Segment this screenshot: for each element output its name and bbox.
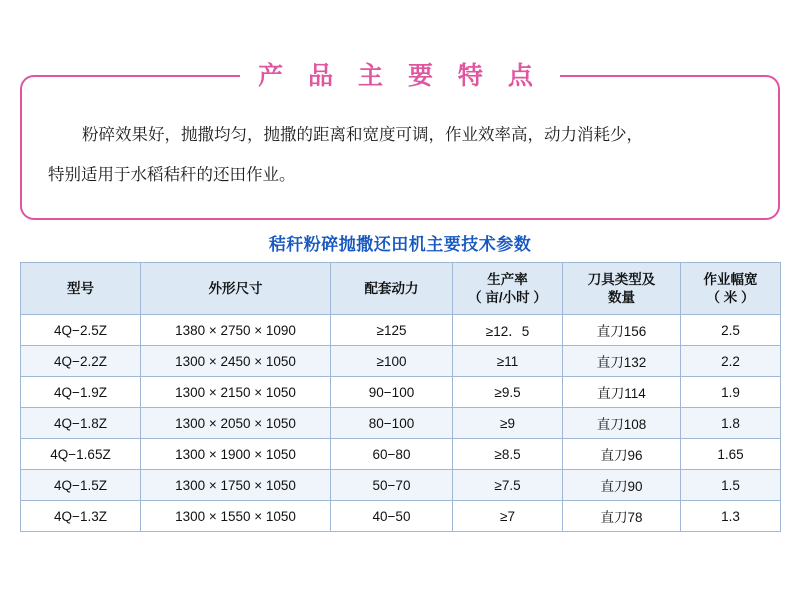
cell-power: 50−70 [331, 470, 453, 501]
product-features-line-1 [48, 115, 752, 155]
table-row [21, 408, 781, 439]
cell-productivity: ≥9.5 [453, 377, 563, 408]
cell-power: 90−100 [331, 377, 453, 408]
cell-model: 4Q−1.9Z [21, 377, 141, 408]
table-row [21, 346, 781, 377]
column-header-dimensions [141, 263, 331, 315]
cell-blade: 直刀132 [563, 346, 681, 377]
spec-table-head [21, 263, 781, 315]
column-header-blade [563, 263, 681, 315]
cell-width: 1.3 [681, 501, 781, 532]
cell-power: ≥125 [331, 315, 453, 346]
table-row [21, 377, 781, 408]
cell-productivity: ≥11 [453, 346, 563, 377]
column-header-width-line1: 作业幅宽 [703, 271, 758, 287]
spec-table-body [21, 315, 781, 532]
cell-dimensions: 1380 × 2750 × 1090 [141, 315, 331, 346]
cell-width: 2.5 [681, 315, 781, 346]
spec-table-container [20, 262, 780, 532]
cell-power: ≥100 [331, 346, 453, 377]
cell-productivity: ≥9 [453, 408, 563, 439]
cell-model: 4Q−1.65Z [21, 439, 141, 470]
product-features-title-row [22, 59, 778, 93]
product-features-text [48, 115, 752, 195]
cell-dimensions: 1300 × 1750 × 1050 [141, 470, 331, 501]
cell-dimensions: 1300 × 1900 × 1050 [141, 439, 331, 470]
cell-blade: 直刀156 [563, 315, 681, 346]
cell-blade: 直刀114 [563, 377, 681, 408]
cell-productivity: ≥7.5 [453, 470, 563, 501]
spec-table [20, 262, 781, 532]
cell-model: 4Q−1.5Z [21, 470, 141, 501]
column-header-power [331, 263, 453, 315]
cell-width: 1.9 [681, 377, 781, 408]
cell-blade: 直刀108 [563, 408, 681, 439]
column-header-productivity-line2: （ 亩/小时 ） [468, 289, 547, 305]
column-header-width [681, 263, 781, 315]
table-row [21, 501, 781, 532]
cell-dimensions: 1300 × 2150 × 1050 [141, 377, 331, 408]
cell-productivity: ≥12．5 [453, 315, 563, 346]
cell-model: 4Q−1.3Z [21, 501, 141, 532]
table-row [21, 470, 781, 501]
spec-table-heading: 秸秆粉碎抛撒还田机主要技术参数 [268, 235, 532, 254]
product-features-line-2-text: 特别适用于水稻秸秆的还田作业。 [48, 166, 296, 184]
cell-dimensions: 1300 × 2050 × 1050 [141, 408, 331, 439]
product-features-line-2 [48, 155, 752, 195]
cell-width: 2.2 [681, 346, 781, 377]
column-header-model-line1: 型号 [67, 280, 94, 296]
cell-blade: 直刀78 [563, 501, 681, 532]
cell-power: 60−80 [331, 439, 453, 470]
product-features-line-1-text: 粉碎效果好，抛撒均匀，抛撒的距离和宽度可调，作业效率高，动力消耗少， [82, 126, 643, 144]
cell-width: 1.65 [681, 439, 781, 470]
table-row [21, 315, 781, 346]
column-header-blade-line2: 数量 [608, 289, 635, 305]
product-features-panel [20, 62, 780, 220]
table-row [21, 439, 781, 470]
title-rule-right [560, 75, 710, 77]
spec-table-header-row [21, 263, 781, 315]
cell-width: 1.5 [681, 470, 781, 501]
column-header-dimensions-line1: 外形尺寸 [208, 280, 263, 296]
cell-blade: 直刀90 [563, 470, 681, 501]
cell-productivity: ≥8.5 [453, 439, 563, 470]
column-header-productivity [453, 263, 563, 315]
cell-blade: 直刀96 [563, 439, 681, 470]
product-features-title: 产 品 主 要 特 点 [240, 59, 560, 93]
cell-power: 80−100 [331, 408, 453, 439]
column-header-productivity-line1: 生产率 [487, 271, 528, 287]
cell-width: 1.8 [681, 408, 781, 439]
cell-dimensions: 1300 × 2450 × 1050 [141, 346, 331, 377]
column-header-model [21, 263, 141, 315]
column-header-width-line2: （ 米 ） [706, 289, 755, 305]
cell-power: 40−50 [331, 501, 453, 532]
column-header-blade-line1: 刀具类型及 [587, 271, 656, 287]
column-header-power-line1: 配套动力 [364, 280, 419, 296]
cell-dimensions: 1300 × 1550 × 1050 [141, 501, 331, 532]
title-rule-left [90, 75, 240, 77]
cell-model: 4Q−1.8Z [21, 408, 141, 439]
cell-model: 4Q−2.2Z [21, 346, 141, 377]
cell-model: 4Q−2.5Z [21, 315, 141, 346]
cell-productivity: ≥7 [453, 501, 563, 532]
